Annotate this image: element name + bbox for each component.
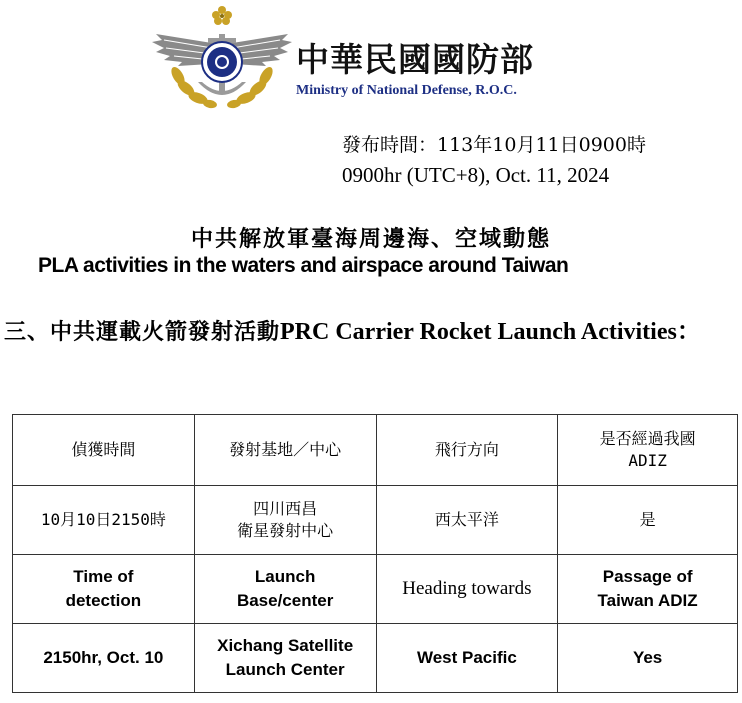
header-cell-adiz-zh-line1: 是否經過我國 [599,429,696,448]
cell-time-en: 2150hr, Oct. 10 [13,624,195,693]
header-cell-adiz-zh-line2: ADIZ [628,451,667,470]
launch-table [12,414,738,693]
cell-time-zh: 10月10日2150時 [13,486,195,555]
release-time [342,130,646,190]
page-title-zh: 中共解放軍臺海周邊海、空域動態 [190,227,551,252]
cell-base-en [194,624,376,693]
header-cell-base-en-line1: Launch [254,567,316,586]
section-heading-zh: 三、中共運載火箭發射活動 [4,320,281,345]
table-row-zh [13,486,738,555]
header-cell-base-en [194,555,376,624]
cell-heading-zh: 西太平洋 [376,486,558,555]
cell-base-en-line2: Launch Center [225,660,345,679]
cell-heading-en: West Pacific [376,624,558,693]
header-cell-time-en [13,555,195,624]
section-heading-en: PRC Carrier Rocket Launch Activities： [280,319,701,345]
header-cell-base-en-line2: Base/center [236,591,334,610]
section-heading [4,316,734,349]
header-cell-base-zh: 發射基地／中心 [194,415,376,486]
mnd-emblem-icon [148,4,296,112]
header-cell-heading-zh: 飛行方向 [376,415,558,486]
table-row-en [13,624,738,693]
header-cell-adiz-en-line2: Taiwan ADIZ [597,591,698,610]
header-cell-time-en-line1: Time of [73,567,134,586]
cell-base-zh-line1: 四川西昌 [253,499,318,518]
table-header-row-zh [13,415,738,486]
cell-adiz-zh: 是 [558,486,738,555]
cell-base-zh [194,486,376,555]
cell-base-en-line1: Xichang Satellite [217,636,354,655]
release-time-en: 0900hr (UTC+8), Oct. 11, 2024 [342,163,610,187]
header-cell-adiz-zh [558,415,738,486]
org-name-en: Ministry of National Defense, R.O.C. [296,83,517,98]
release-time-zh: 發布時間：113年10月11日0900時 [342,134,646,156]
header [148,4,608,114]
header-cell-heading-en: Heading towards [376,555,558,624]
table-header-row-en [13,555,738,624]
header-cell-adiz-en [558,555,738,624]
header-cell-time-en-line2: detection [65,591,142,610]
cell-base-zh-line2: 衛星發射中心 [237,521,334,540]
cell-adiz-en: Yes [558,624,738,693]
org-name-zh: 中華民國國防部 [296,40,534,79]
page-title-en: PLA activities in the waters and airspace around Taiwan [38,254,569,277]
header-cell-adiz-en-line1: Passage of [602,567,693,586]
header-cell-time-zh: 偵獲時間 [13,415,195,486]
